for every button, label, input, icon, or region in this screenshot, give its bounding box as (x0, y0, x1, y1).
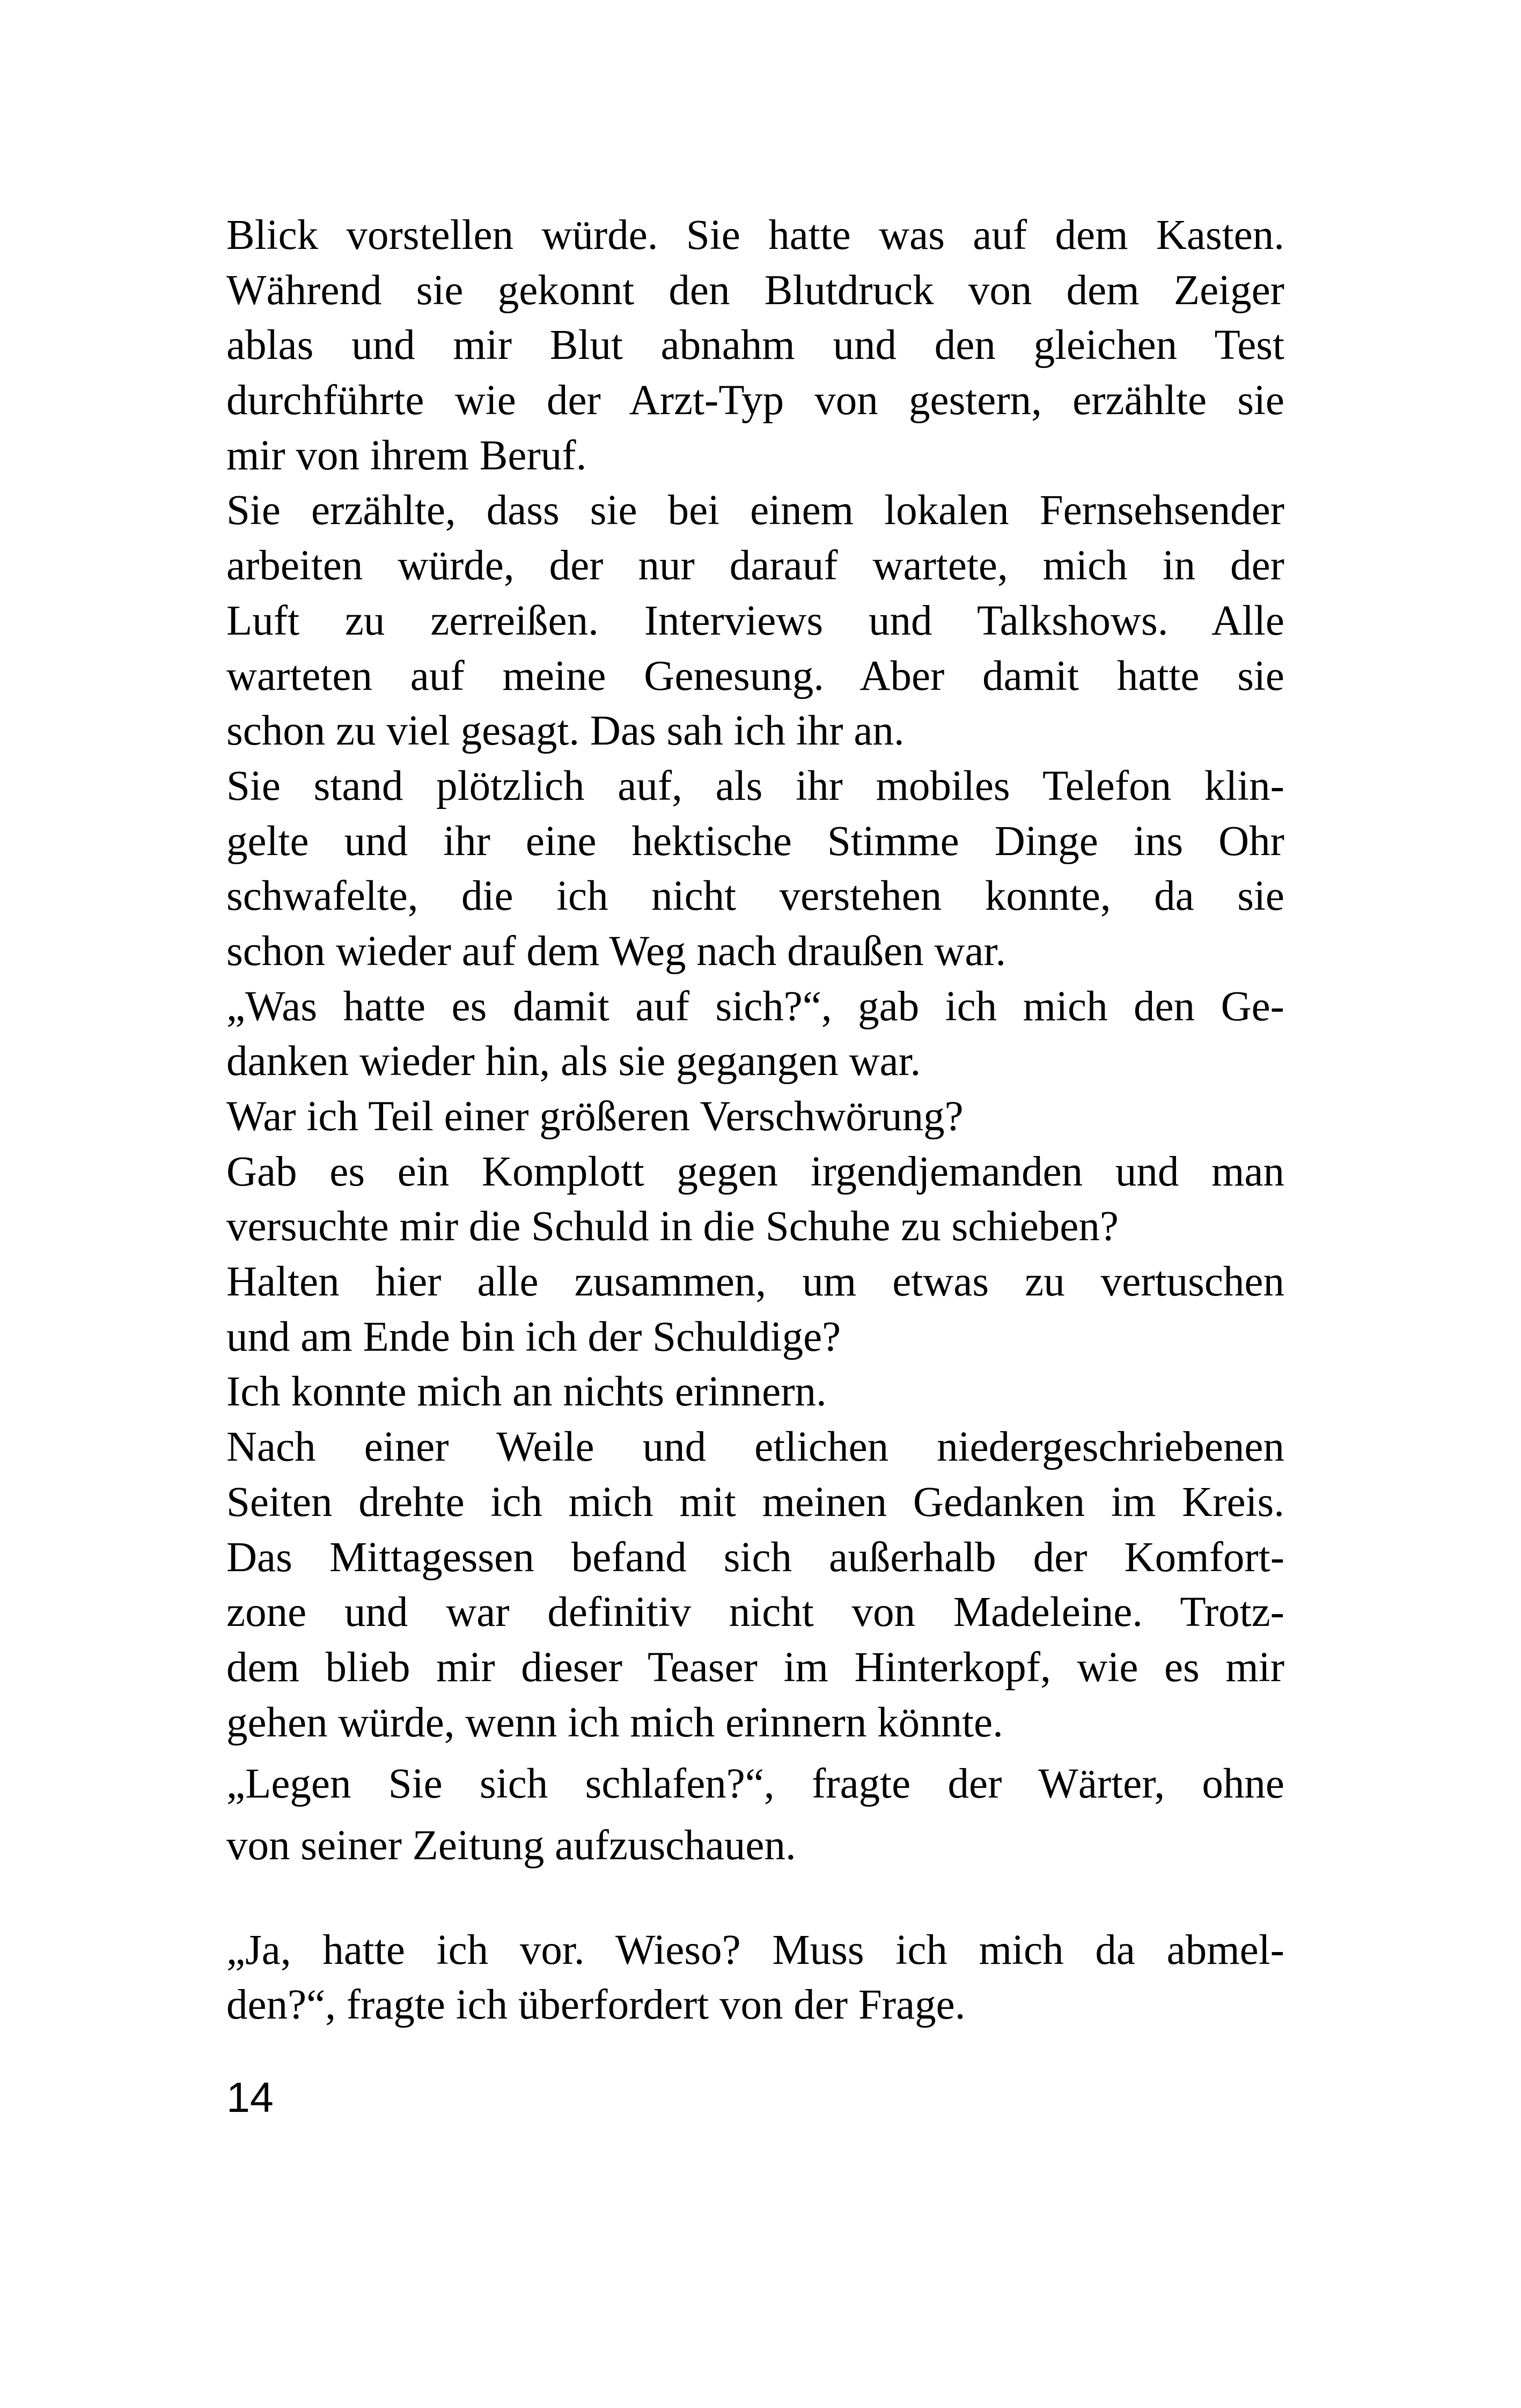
text-line: Seiten drehte ich mich mit meinen Gedanken im Kreis. (226, 1478, 1284, 1526)
text-line: schwafelte, die ich nicht verstehen konnte, da sie (226, 873, 1284, 920)
text-line: dem blieb mir dieser Teaser im Hinterkopf, wie es mir (226, 1644, 1284, 1691)
text-line: War ich Teil einer größeren Verschwörung? (226, 1093, 964, 1140)
body-text (226, 208, 1284, 2033)
text-line: und am Ende bin ich der Schuldige? (226, 1313, 841, 1360)
text-line: ablas und mir Blut abnahm und den gleichen Test (226, 322, 1284, 369)
text-line: versuchte mir die Schuld in die Schuhe zu schieben? (226, 1203, 1119, 1250)
text-line: von seiner Zeitung aufzuschauen. (226, 1822, 796, 1869)
text-line: gehen würde, wenn ich mich erinnern könnte. (226, 1699, 1003, 1746)
text-line: „Legen Sie sich schlafen?“, fragte der Wärter, ohne (226, 1761, 1284, 1808)
text-line: Das Mittagessen befand sich außerhalb der Komfort- (226, 1534, 1284, 1581)
text-line: Gab es ein Komplott gegen irgendjemanden und man (226, 1148, 1284, 1195)
text-line: Während sie gekonnt den Blutdruck von dem Zeiger (226, 267, 1284, 314)
text-line: „Ja, hatte ich vor. Wieso? Muss ich mich da abmel- (226, 1926, 1284, 1973)
text-line: Blick vorstellen würde. Sie hatte was auf dem Kasten. (226, 212, 1284, 259)
page-number: 14 (226, 2073, 274, 2121)
text-line: zone und war definitiv nicht von Madeleine. Trotz- (226, 1589, 1284, 1636)
text-line: mir von ihrem Beruf. (226, 432, 587, 479)
text-line: schon zu viel gesagt. Das sah ich ihr an. (226, 708, 905, 755)
text-line: warteten auf meine Genesung. Aber damit hatte sie (226, 652, 1284, 699)
text-line: Nach einer Weile und etlichen niedergeschriebenen (226, 1424, 1284, 1471)
text-line: danken wieder hin, als sie gegangen war. (226, 1038, 921, 1085)
text-line: gelte und ihr eine hektische Stimme Dinge ins Ohr (226, 818, 1284, 865)
text-line: Sie stand plötzlich auf, als ihr mobiles Telefon klin- (226, 762, 1284, 809)
text-line: „Was hatte es damit auf sich?“, gab ich mich den Ge- (226, 983, 1284, 1030)
text-line: Ich konnte mich an nichts erinnern. (226, 1368, 827, 1416)
text-line: schon wieder auf dem Weg nach draußen war. (226, 927, 1006, 975)
text-line: Sie erzählte, dass sie bei einem lokalen Fernsehsender (226, 487, 1284, 534)
text-line: arbeiten würde, der nur darauf wartete, mich in der (226, 542, 1284, 590)
text-line: Halten hier alle zusammen, um etwas zu vertuschen (226, 1258, 1284, 1306)
text-line: Luft zu zerreißen. Interviews und Talkshows. Alle (226, 597, 1284, 644)
text-line: den?“, fragte ich überfordert von der Frage. (226, 1982, 966, 2029)
text-line: durchführte wie der Arzt-Typ von gestern, erzählte sie (226, 377, 1284, 424)
